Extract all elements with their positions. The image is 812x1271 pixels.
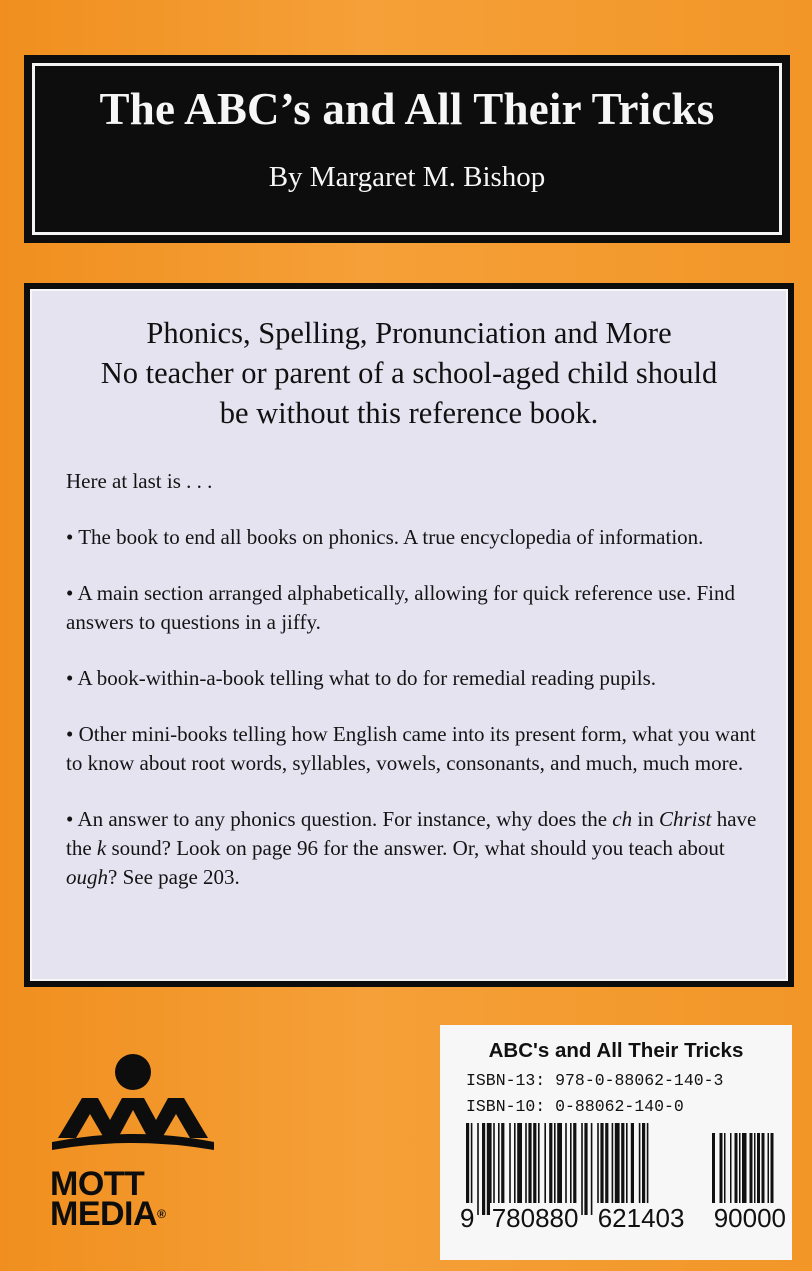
mott-media-logo-icon [50,1050,220,1233]
logo-figure-icon [50,1050,220,1170]
publisher-name-line1: MOTT [50,1165,145,1203]
publisher-name-line2: MEDIA® [50,1195,166,1233]
feature-item: • The book to end all books on phonics. A true encyclopedia of information. [66,525,704,549]
feature-item: • Other mini-books telling how English came into its present form, what you want to know about root words, syllables, vowels, consonants, and much, much more. [66,722,756,775]
feature-item: • A main section arranged alphabetically, allowing for quick reference use. Find answers to questions in a jiffy. [66,581,736,634]
description-panel [24,283,794,987]
book-author: By Margaret M. Bishop [268,161,546,193]
description-panel-inner [30,289,788,981]
intro-text: Here at last is . . . [66,469,213,493]
barcode-title: ABC's and All Their Tricks [488,1039,744,1062]
headline [32,313,786,433]
headline-line: be without this reference book. [219,396,599,430]
barcode-label [440,1025,792,1260]
feature-list [66,523,766,919]
feature-item: • A book-within-a-book telling what to do for remedial reading pupils. [66,666,656,690]
book-title: The ABC’s and All Their Tricks [99,84,715,134]
headline-line: Phonics, Spelling, Pronunciation and More [146,316,672,350]
isbn10-text: ISBN-10: 0-88062-140-0 [466,1097,684,1116]
title-panel [24,55,790,243]
barcode-digits: 9 780880 621403 90000 [460,1203,787,1233]
isbn13-text: ISBN-13: 978-0-88062-140-3 [466,1071,724,1090]
feature-item-last: • An answer to any phonics question. For instance, why does the ch in Christ have the k sound? Look on page 96 for the answer. Or, what should you teach about ough? See page 203. [66,807,757,889]
headline-line: No teacher or parent of a school-aged child should [100,356,718,390]
